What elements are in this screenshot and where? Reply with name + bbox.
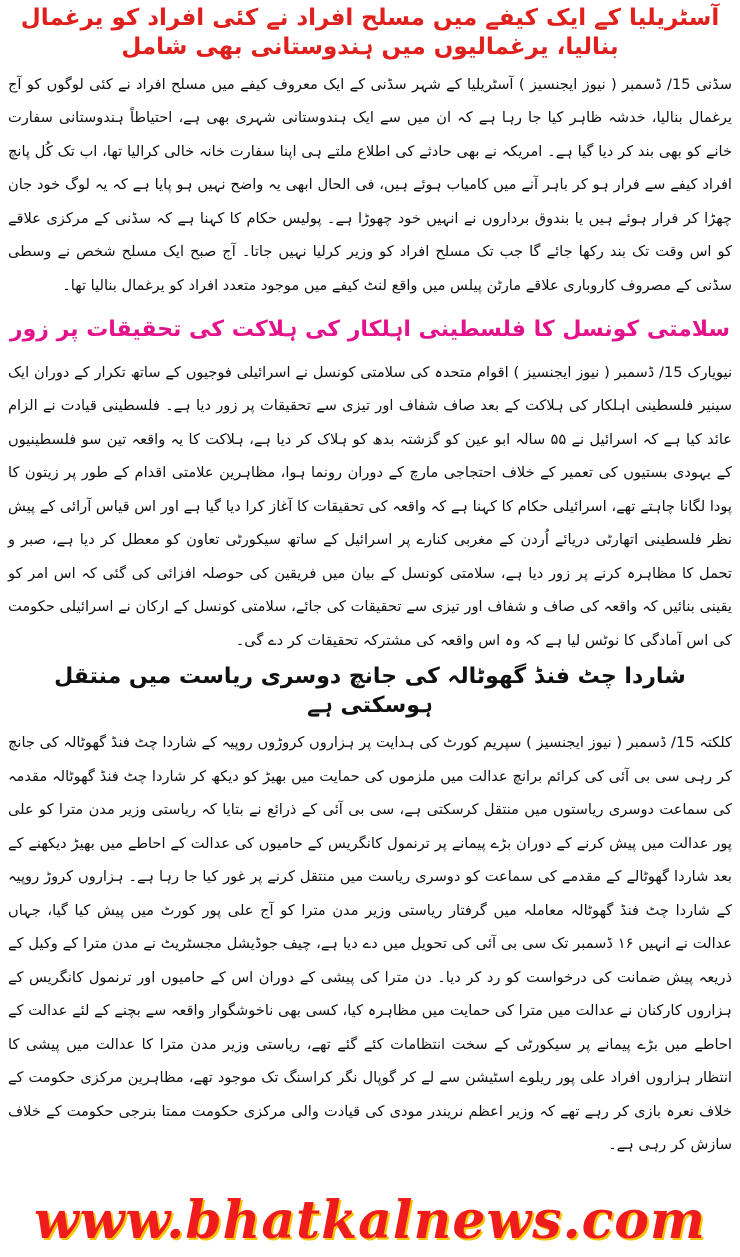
article1-headline: آسٹریلیا کے ایک کیفے میں مسلح افراد نے کئی افراد کو یرغمال بنالیا، یرغمالیوں میں ہندوستانی بھی شامل <box>20 5 720 60</box>
article1-body: سڈنی 15/ ڈسمبر ( نیوز ایجنسیز ) آسٹریلیا کے شہر سڈنی کے ایک معروف کیفے میں مسلح افراد نے کئی لوگوں کو آج یرغمال بنالیا، خدشہ ظاہر کیا جا رہا ہے کہ ان میں سے ایک ہندوستانی شہری بھی ہے، احتیاطاً ہندوستانی سفارت خانے کو بھی بند کر دیا گیا ہے۔ امریکہ نے بھی حادثے کی اطلاع ملتے ہی اپنا سفارت خانہ خالی کرالیا تھا، اب تک کُل پانچ افراد کیفے سے فرار ہو کر باہر آنے میں کامیاب ہوئے ہیں، فی الحال ابھی یہ واضح نہیں ہو پایا ہے کہ یہ لوگ خود جان چھڑا کر فرار ہوئے ہیں یا بندوق برداروں نے انہیں خود چھوڑا ہے۔ پولیس حکام کا کہنا ہے کہ سڈنی کے مرکزی علاقے کو اس وقت تک بند رکھا جائے گا جب تک مسلح افراد کو وزیر کرلیا نہیں جاتا۔ آج صبح ایک مسلح شخص نے وسطی سڈنی کے مصروف کاروباری علاقے مارٹن پیلس میں واقع لنٹ کیفے میں موجود متعدد افراد کو یرغمال بنالیا تھا۔ <box>8 75 732 294</box>
article3-body: کلکتہ 15/ ڈسمبر ( نیوز ایجنسیز ) سپریم کورٹ کی ہدایت پر ہزاروں کروڑوں روپیہ کے شاردا چٹ فنڈ گھوٹالہ کی جانچ کر رہی سی بی آئی کی کرائم برانچ عدالت میں ملزموں کی حمایت میں بھیڑ کو دیکھ کر شاردا چٹ فنڈ گھوٹالہ مقدمہ کی سماعت دوسری ریاستوں میں منتقل کرسکتی ہے، سی بی آئی کے ذرائع نے بتایا کہ ریاستی وزیر مدن مترا کو علی پور عدالت میں پیش کرنے کے دوران بڑے پیمانے پر ترنمول کانگریس کے حامیوں کی عدالت کے احاطے میں بھیڑ دیکھنے کے بعد شاردا گھوٹالے کے مقدمے کی سماعت کو دوسری ریاست میں منتقل کرنے پر غور کیا جا رہا ہے۔ ہزاروں کروڑ روپیہ کے شاردا چٹ فنڈ گھوٹالہ معاملہ میں گرفتار ریاستی وزیر مدن مترا کو آج علی پور کورٹ میں پیش کیا گیا، جہاں عدالت نے انہیں ۱۶ ڈسمبر تک سی بی آئی کی تحویل میں دے دیا ہے، چیف جوڈیشل مجسٹریٹ نے مدن مترا کے وکیل کے ذریعہ پیش ضمانت کی درخواست کو رد کر دیا۔ دن مترا کی پیشی کے دوران اس کے حامیوں اور ترنمول کانگریس کے ہزاروں کارکنان نے عدالت میں مترا کی حمایت میں مظاہرہ کیا، کسی بھی ناخوشگوار واقعہ سے بچنے کے لئے عدالت کے احاطے میں بڑے پیمانے پر سیکورٹی کے سخت انتظامات کئے گئے تھے، ریاستی وزیر مدن مترا کا عدالت میں پیشی کا انتظار ہزاروں افراد علی پور ریلوے اسٹیشن سے لے کر گوپال نگر کراسنگ تک موجود تھے، مظاہرین مرکزی حکومت کے خلاف نعرہ بازی کر رہے تھے کہ وزیر اعظم نریندر مودی کی قیادت والی مرکزی حکومت ممتا بنرجی حکومت کے خلاف سازش کر رہی ہے۔ <box>8 734 732 1154</box>
article3-headline: شاردا چٹ فنڈ گھوٹالہ کی جانچ دوسری ریاست میں منتقل ہوسکتی ہے <box>54 664 686 718</box>
article2-headline: سلامتی کونسل کا فلسطینی اہلکار کی ہلاکت کی تحقیقات پر زور <box>9 317 731 342</box>
article2-body: نیویارک 15/ ڈسمبر ( نیوز ایجنسیز ) اقوام متحدہ کی سلامتی کونسل نے اسرائیلی فوجیوں کے ساتھ تکرار کے دوران ایک سینیر فلسطینی اہلکار کی ہلاکت کے بعد صاف شفاف اور تیزی سے تحقیقات پر زور دیا ہے۔ فلسطینی قیادت نے الزام عائد کیا ہے کہ اسرائیل نے ۵۵ سالہ ابو عین کو گزشتہ بدھ کو ہلاک کر دیا ہے، ہلاکت کا یہ واقعہ تین سو فلسطینیوں کے یہودی بستیوں کی تعمیر کے خلاف احتجاجی مارچ کے دوران رونما ہوا، مظاہرین علامتی اقدام کے طور پر زیتون کا پودا لگانا چاہتے تھے، اسرائیلی حکام کا کہنا ہے کہ واقعہ کی تحقیقات کا آغاز کرا دیا گیا ہے اور اس قیاس آرائی کے پیش نظر فلسطینی اتھارٹی دریائے اُردن کے مغربی کنارے پر اسرائیل کے ساتھ سیکورٹی تعاون کو معطل کر دیا ہے، صبر و تحمل کا مظاہرہ کرنے پر زور دیا ہے، سلامتی کونسل کے بیان میں فریقین کی حوصلہ افزائی کی گئی کہ اس امر کو یقینی بنائیں کہ واقعہ کی صاف و شفاف اور تیزی سے تحقیقات کی جائے، سلامتی کونسل کے ارکان نے اسرائیلی حکومت کی اس آمادگی کا نوٹس لیا ہے کہ وہ اس واقعہ کی مشترکہ تحقیقات کر دے گی۔ <box>8 363 733 649</box>
site-watermark: www.bhatkalnews.com <box>34 1190 706 1251</box>
